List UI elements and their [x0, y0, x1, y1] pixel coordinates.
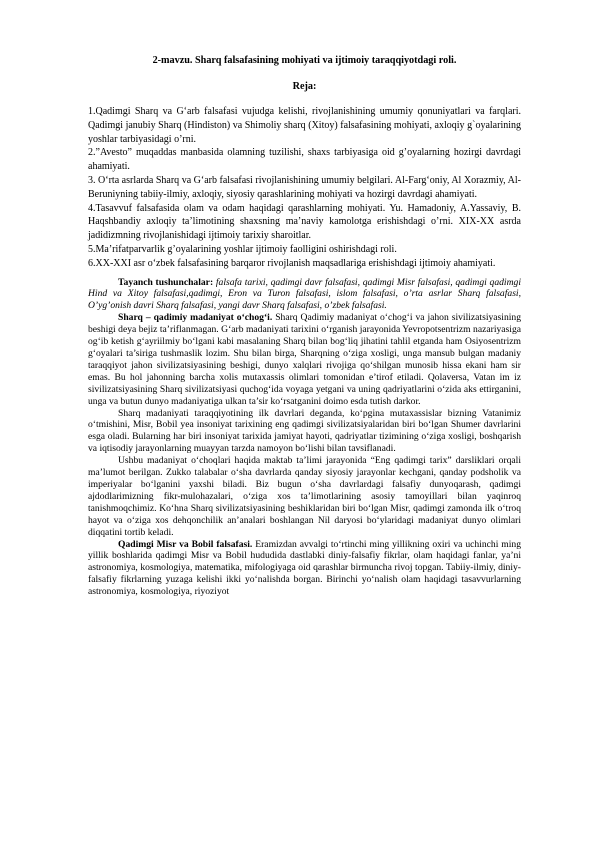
paragraph-text: Eramizdan avvalgi to‘rtinchi ming yillikning oxiri va uchinchi ming yillik boshlarida qadimgi Misr va Bobil hududida dastlabki diniy-falsafiy fikrlar, olam haqidagi fanlar, ya’ni astronomiya, kosmologiya, matematika, mifologiyaga oid qarashlar birmuncha rivoj topgan. Tabiiy-ilmiy, diniy-falsafiy fikrlarning yuzaga kelishi ikki yo‘nalishda borgan. Birinchi yo‘nalish olam haqidagi tasavvurlarning astronomiya, kosmologiya, riyoziyot — [88, 538, 522, 598]
plan-item: 6.XX-XXI asr o‘zbek falsafasining barqaror rivojlanish maqsadlariga erishishdagi ijtimoiy ahamiyati. — [88, 257, 496, 269]
section-heading: Qadimgi Misr va Bobil falsafasi. — [118, 538, 253, 550]
plan-item: 4.Tasavvuf falsafasida olam va odam haqidagi qarashlarning mohiyati. Yu. Hamadoniy, A.Yassaviy, B. Haqshbandiy axloqiy ta’limotining shaxsning ma’naviy kamolotga erishishdagi o’rni. XIX-XX asrda jadidizmning rivojlanishidagi ijtimoiy tarixiy sharoitlar. — [88, 202, 521, 242]
body-paragraph: Ushbu madaniyat o‘choqlari haqida maktab ta’limi jarayonida “Eng qadimgi tarix” darsliklari orqali ma’lumot berilgan. Zukko talabalar o‘sha davrlarda qanday siyosiy jarayonlar kechgani, qanday podsholik va imperiyalar bo‘lganini yaxshi biladi. Biz bugun o‘sha davrlardagi falsafiy dunyoqarash, qadimgi ajdodlarimizning fikr-mulohazalari, o‘ziga xos ta’limotlarining asosiy tamoyillari bilan yaqinroq tanishmoqchimiz. Ko‘hna Sharq sivilizatsiyasining beshiklaridan biri bo‘lgan Misr, qadimgi zamonda ilk o‘troq hayot va o‘ziga xos dehqonchilik an’analari boshlangan Nil daryosi bo‘ylaridagi madaniyat dunyo olimlari diqqatini tortib keladi. — [88, 455, 521, 538]
plan-item: 2.”Avesto” muqaddas manbasida olamning tuzilishi, shaxs tarbiyasiga oid g’oyalarning hozirgi davrdagi ahamiyati. — [88, 147, 521, 173]
key-concepts-label: Tayanch tushunchalar: — [118, 276, 214, 288]
document-title: 2-mavzu. Sharq falsafasining mohiyati va ijtimoiy taraqqiyotdagi roli. — [152, 55, 457, 66]
body-paragraph: Sharq madaniyati taraqqiyotining ilk davrlari deganda, ko‘pgina mutaxassislar bizning Vatanimiz o‘tmishini, Misr, Bobil yea insoniyat tarixining eng qadimgi sivilizatsiyalaridan biri bo‘lgan Shumer davrlarini esga oladi. Bularning har biri insoniyat tarixida jamiyat hayoti, qadriyatlar tizimining o‘ziga xosligi, boshqarish va iqtisodiy jarayonlarning muayyan tarzda namoyon bo‘lishi bilan tavsiflanadi. — [88, 407, 521, 455]
key-concepts-text: falsafa tarixi, qadimgi davr falsafasi, qadimgi Misr falsafasi, qadimgi qadimgi Hind va Xitoy falsafasi,qadimgi, Eron va Turon falsafasi, islom falsafasi, o’rta asrlar Sharq falsafasi, O’yg’onish davri Sharq falsafasi, yangi davr Sharq falsafasi, o’zbek falsafasi. — [88, 276, 521, 312]
plan-item: 3. O‘rta asrlarda Sharq va G‘arb falsafasi rivojlanishining umumiy belgilari. Al-Farg‘oniy, Al Xorazmiy, Al-Beruniyning tabiiy-ilmiy, axloqiy, siyosiy qarashlarining mohiyati va hozirgi davrdagi ahamiyati. — [88, 174, 521, 200]
plan-list — [88, 105, 521, 271]
section-heading: Sharq – qadimiy madaniyat o‘chog‘i. — [118, 312, 273, 324]
document-body — [88, 277, 521, 598]
plan-heading: Reja: — [292, 81, 317, 92]
body-paragraph — [88, 312, 521, 407]
plan-item: 5.Ma’rifatparvarlik g’oyalarining yoshlar ijtimoiy faolligini oshirishdagi roli. — [88, 243, 397, 255]
body-paragraph — [88, 539, 521, 599]
document-page — [88, 54, 521, 598]
key-concepts-paragraph — [88, 277, 521, 313]
paragraph-text: Sharq Qadimiy madaniyat o‘chog‘i va jahon sivilizatsiyasining beshigi deya bejiz ta’riflanmagan. G‘arb madaniyati tarixini o‘rganish jarayonida Yevropotsentrizm nazariyasiga og‘ib ketish g‘ayriilmiy bo‘lgani kabi masalaning Sharq bilan bog‘liq jihatini tahlil etganda ham Osiyosentrizm g‘oyalari ta’siriga tushmaslik lozim. Shu bilan birga, Sharqning o‘ziga xosligi, unga mansub bulgan madaniy taraqqiyot jahon sivilizatsiyasining beshigi, dunyo xalqlari rivojiga qo‘shilgan munosib hissa ekani ham sir emas. Bu hol jahonning barcha xolis mutaxassis olimlari tomonidan e’tirof etiladi. Qolaversa, Vatan im iz sivilizatsiyasining Sharq sivilizatsiyasi quchog‘ida voyaga yetgani va uning qadriyatlarini o‘zida aks ettirganini, unga va butun dunyo madaniyatiga ulkan ta’sir ko‘rsatganini doimo esda tutish darkor. — [88, 312, 522, 407]
plan-item: 1.Qadimgi Sharq va G‘arb falsafasi vujudga kelishi, rivojlanishining umumiy qonuniyatlari va farqlari. Qadimgi janubiy Sharq (Hindiston) va Shimoliy sharq (Xitoy) falsafasining mohiyati, axloqiy g`oyalarining yoshlar tarbiyasidagi o’rni. — [88, 106, 521, 145]
